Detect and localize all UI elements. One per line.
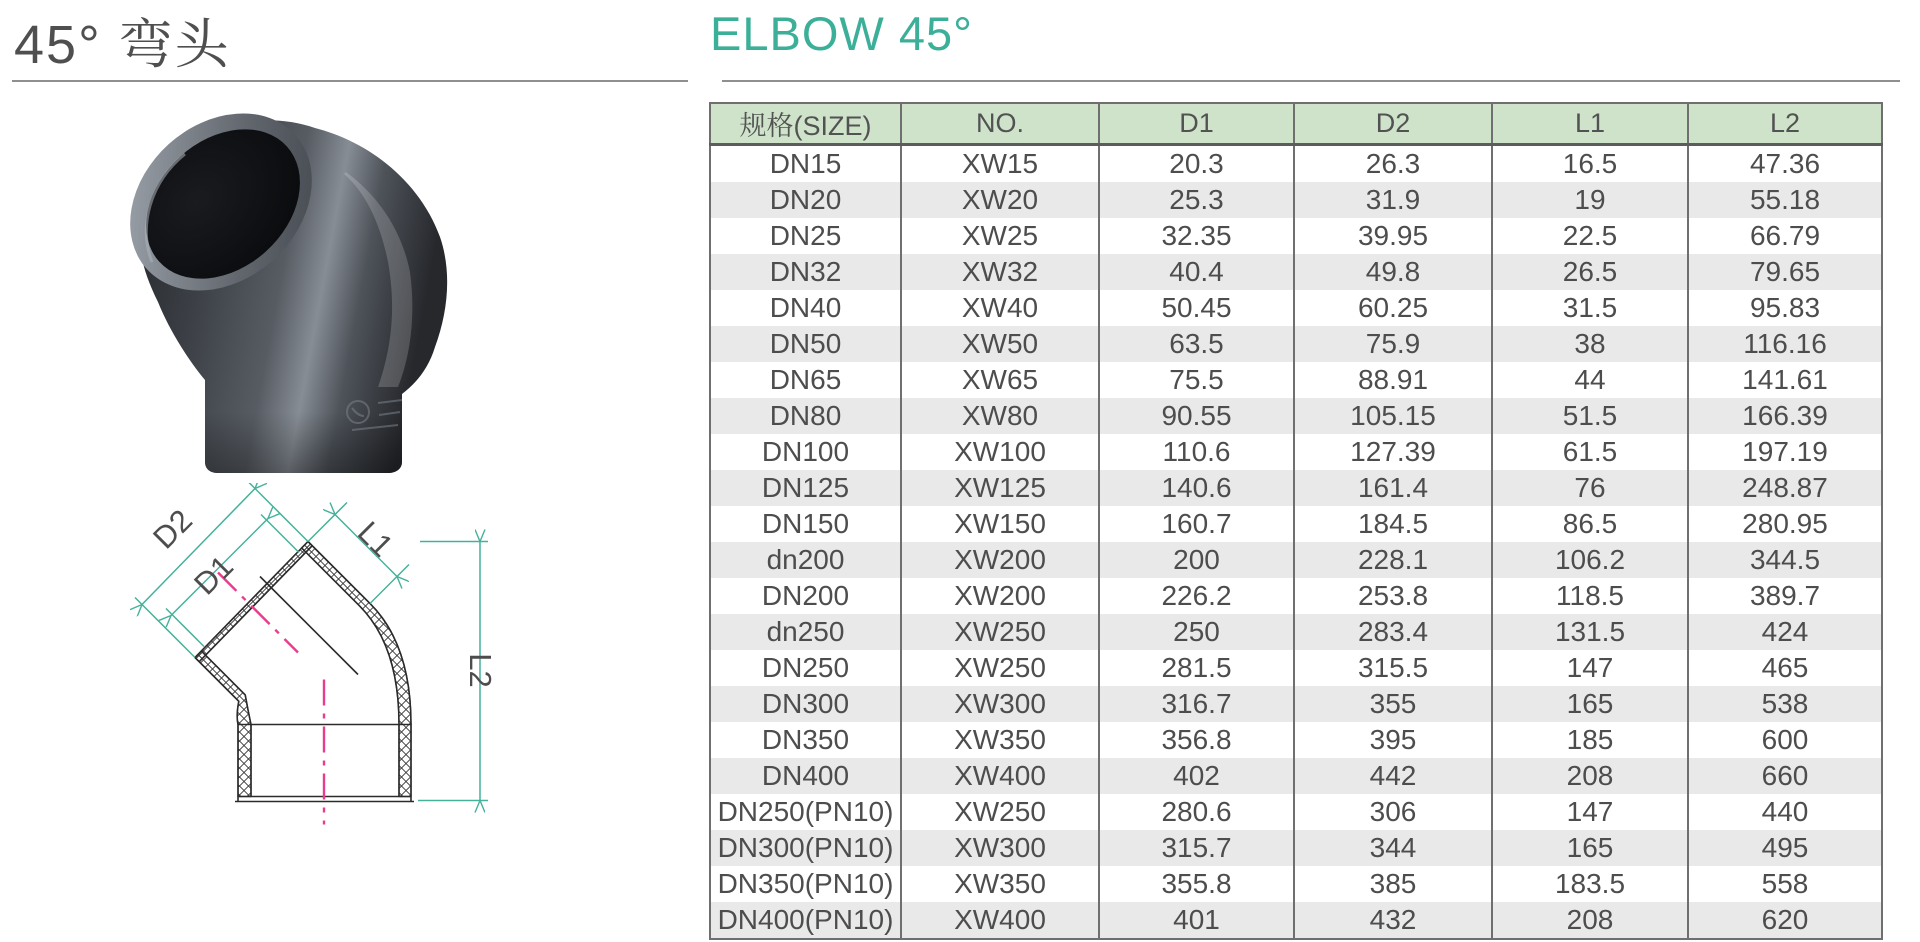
- table-cell: 90.55: [1099, 398, 1294, 434]
- table-row: [710, 722, 1882, 758]
- size-table: [709, 102, 1883, 940]
- table-cell: XW300: [901, 830, 1099, 866]
- header-row: [710, 103, 1882, 145]
- table-cell: 315.7: [1099, 830, 1294, 866]
- table-cell: 306: [1294, 794, 1492, 830]
- table-row: [710, 506, 1882, 542]
- table-cell: 16.5: [1492, 145, 1688, 183]
- table-cell: 442: [1294, 758, 1492, 794]
- column-header: 规格(SIZE): [710, 103, 901, 145]
- table-cell: 538: [1688, 686, 1882, 722]
- table-row: [710, 866, 1882, 902]
- table-cell: 160.7: [1099, 506, 1294, 542]
- table-cell: 66.79: [1688, 218, 1882, 254]
- table-cell: 440: [1688, 794, 1882, 830]
- table-cell: XW250: [901, 650, 1099, 686]
- table-cell: 51.5: [1492, 398, 1688, 434]
- table-cell: 253.8: [1294, 578, 1492, 614]
- table-cell: DN350: [710, 722, 901, 758]
- table-cell: 344: [1294, 830, 1492, 866]
- table-cell: 38: [1492, 326, 1688, 362]
- table-cell: 197.19: [1688, 434, 1882, 470]
- left-divider: [12, 80, 688, 82]
- table-cell: 20.3: [1099, 145, 1294, 183]
- page-title-cn: 45° 弯头: [14, 15, 231, 75]
- table-cell: 95.83: [1688, 290, 1882, 326]
- table-cell: 25.3: [1099, 182, 1294, 218]
- elbow-photo-graphic: [130, 112, 450, 477]
- column-header: L2: [1688, 103, 1882, 145]
- table-cell: DN400: [710, 758, 901, 794]
- centerlines: [218, 573, 324, 825]
- table-cell: dn200: [710, 542, 901, 578]
- table-row: [710, 578, 1882, 614]
- table-cell: 79.65: [1688, 254, 1882, 290]
- table-cell: XW250: [901, 614, 1099, 650]
- column-header: D1: [1099, 103, 1294, 145]
- table-cell: 389.7: [1688, 578, 1882, 614]
- table-cell: XW25: [901, 218, 1099, 254]
- label-l1: L1: [350, 514, 400, 564]
- table-cell: XW32: [901, 254, 1099, 290]
- table-cell: 40.4: [1099, 254, 1294, 290]
- table-cell: DN250(PN10): [710, 794, 901, 830]
- table-cell: XW125: [901, 470, 1099, 506]
- table-cell: DN80: [710, 398, 901, 434]
- table-cell: DN32: [710, 254, 901, 290]
- table-cell: 465: [1688, 650, 1882, 686]
- table-cell: 110.6: [1099, 434, 1294, 470]
- table-cell: 31.9: [1294, 182, 1492, 218]
- table-cell: XW40: [901, 290, 1099, 326]
- right-divider: [722, 80, 1900, 82]
- table-cell: 316.7: [1099, 686, 1294, 722]
- table-cell: 356.8: [1099, 722, 1294, 758]
- table-row: [710, 326, 1882, 362]
- table-cell: 344.5: [1688, 542, 1882, 578]
- table-cell: 60.25: [1294, 290, 1492, 326]
- table-cell: DN15: [710, 145, 901, 183]
- table-cell: 208: [1492, 758, 1688, 794]
- table-cell: DN300: [710, 686, 901, 722]
- table-cell: 248.87: [1688, 470, 1882, 506]
- table-cell: 161.4: [1294, 470, 1492, 506]
- table-cell: 208: [1492, 902, 1688, 939]
- table-cell: 141.61: [1688, 362, 1882, 398]
- table-row: [710, 218, 1882, 254]
- table-cell: 86.5: [1492, 506, 1688, 542]
- table-cell: DN65: [710, 362, 901, 398]
- table-cell: DN150: [710, 506, 901, 542]
- table-cell: 131.5: [1492, 614, 1688, 650]
- table-cell: 147: [1492, 650, 1688, 686]
- table-cell: DN25: [710, 218, 901, 254]
- table-cell: 600: [1688, 722, 1882, 758]
- table-cell: XW350: [901, 866, 1099, 902]
- table-cell: 50.45: [1099, 290, 1294, 326]
- table-cell: 32.35: [1099, 218, 1294, 254]
- table-cell: 280.6: [1099, 794, 1294, 830]
- table-cell: 105.15: [1294, 398, 1492, 434]
- table-row: [710, 902, 1882, 939]
- table-row: [710, 758, 1882, 794]
- table-cell: 127.39: [1294, 434, 1492, 470]
- table-cell: DN300(PN10): [710, 830, 901, 866]
- table-cell: DN50: [710, 326, 901, 362]
- table-cell: 402: [1099, 758, 1294, 794]
- table-cell: dn250: [710, 614, 901, 650]
- table-cell: 355.8: [1099, 866, 1294, 902]
- table-row: [710, 362, 1882, 398]
- table-cell: XW15: [901, 145, 1099, 183]
- table-cell: DN100: [710, 434, 901, 470]
- table-cell: XW300: [901, 686, 1099, 722]
- table-cell: DN40: [710, 290, 901, 326]
- table-cell: 432: [1294, 902, 1492, 939]
- table-cell: 19: [1492, 182, 1688, 218]
- table-cell: 558: [1688, 866, 1882, 902]
- table-cell: 200: [1099, 542, 1294, 578]
- table-cell: 26.3: [1294, 145, 1492, 183]
- table-row: [710, 254, 1882, 290]
- table-cell: 620: [1688, 902, 1882, 939]
- table-cell: 106.2: [1492, 542, 1688, 578]
- table-cell: 75.5: [1099, 362, 1294, 398]
- label-d2: D2: [146, 502, 199, 556]
- table-cell: DN200: [710, 578, 901, 614]
- table-cell: 401: [1099, 902, 1294, 939]
- table-cell: 118.5: [1492, 578, 1688, 614]
- table-cell: 76: [1492, 470, 1688, 506]
- table-row: [710, 290, 1882, 326]
- table-cell: XW250: [901, 794, 1099, 830]
- table-cell: 280.95: [1688, 506, 1882, 542]
- table-row: [710, 614, 1882, 650]
- column-header: L1: [1492, 103, 1688, 145]
- table-row: [710, 398, 1882, 434]
- table-row: [710, 686, 1882, 722]
- table-cell: 39.95: [1294, 218, 1492, 254]
- table-cell: XW200: [901, 578, 1099, 614]
- column-header: NO.: [901, 103, 1099, 145]
- table-cell: 166.39: [1688, 398, 1882, 434]
- table-cell: XW80: [901, 398, 1099, 434]
- table-cell: XW100: [901, 434, 1099, 470]
- table-cell: 61.5: [1492, 434, 1688, 470]
- table-cell: 283.4: [1294, 614, 1492, 650]
- table-row: [710, 830, 1882, 866]
- label-d1: D1: [187, 548, 240, 602]
- table-cell: 55.18: [1688, 182, 1882, 218]
- table-cell: XW200: [901, 542, 1099, 578]
- column-header: D2: [1294, 103, 1492, 145]
- table-cell: 226.2: [1099, 578, 1294, 614]
- table-cell: 315.5: [1294, 650, 1492, 686]
- table-cell: DN250: [710, 650, 901, 686]
- label-l2: L2: [463, 653, 498, 688]
- table-cell: 75.9: [1294, 326, 1492, 362]
- table-cell: 228.1: [1294, 542, 1492, 578]
- size-table-body: [710, 145, 1882, 940]
- table-cell: 355: [1294, 686, 1492, 722]
- table-cell: 165: [1492, 830, 1688, 866]
- size-table-head: [710, 103, 1882, 145]
- elbow-drawing-graphic: [118, 483, 498, 831]
- table-cell: XW400: [901, 758, 1099, 794]
- table-cell: 424: [1688, 614, 1882, 650]
- table-row: [710, 434, 1882, 470]
- table-cell: XW150: [901, 506, 1099, 542]
- table-cell: 184.5: [1294, 506, 1492, 542]
- table-cell: XW65: [901, 362, 1099, 398]
- table-cell: 63.5: [1099, 326, 1294, 362]
- table-cell: XW400: [901, 902, 1099, 939]
- table-cell: 165: [1492, 686, 1688, 722]
- table-cell: DN20: [710, 182, 901, 218]
- page-title-en: ELBOW 45°: [710, 7, 973, 60]
- table-cell: 147: [1492, 794, 1688, 830]
- table-cell: DN125: [710, 470, 901, 506]
- table-cell: 44: [1492, 362, 1688, 398]
- table-cell: 385: [1294, 866, 1492, 902]
- elbow-body-bottom-shade: [205, 412, 402, 473]
- table-row: [710, 182, 1882, 218]
- table-cell: 395: [1294, 722, 1492, 758]
- dimension-drawing: [118, 483, 498, 831]
- table-cell: XW20: [901, 182, 1099, 218]
- table-cell: 22.5: [1492, 218, 1688, 254]
- table-row: [710, 650, 1882, 686]
- table-row: [710, 542, 1882, 578]
- table-cell: 495: [1688, 830, 1882, 866]
- table-cell: 26.5: [1492, 254, 1688, 290]
- table-cell: 49.8: [1294, 254, 1492, 290]
- table-cell: 660: [1688, 758, 1882, 794]
- table-row: [710, 145, 1882, 183]
- table-cell: DN400(PN10): [710, 902, 901, 939]
- table-cell: 140.6: [1099, 470, 1294, 506]
- table-cell: 88.91: [1294, 362, 1492, 398]
- table-cell: 281.5: [1099, 650, 1294, 686]
- table-cell: 185: [1492, 722, 1688, 758]
- table-row: [710, 794, 1882, 830]
- product-photo: [130, 112, 450, 477]
- table-cell: DN350(PN10): [710, 866, 901, 902]
- table-cell: XW50: [901, 326, 1099, 362]
- table-cell: 31.5: [1492, 290, 1688, 326]
- table-cell: 250: [1099, 614, 1294, 650]
- table-cell: 47.36: [1688, 145, 1882, 183]
- table-cell: 116.16: [1688, 326, 1882, 362]
- table-row: [710, 470, 1882, 506]
- table-cell: 183.5: [1492, 866, 1688, 902]
- table-cell: XW350: [901, 722, 1099, 758]
